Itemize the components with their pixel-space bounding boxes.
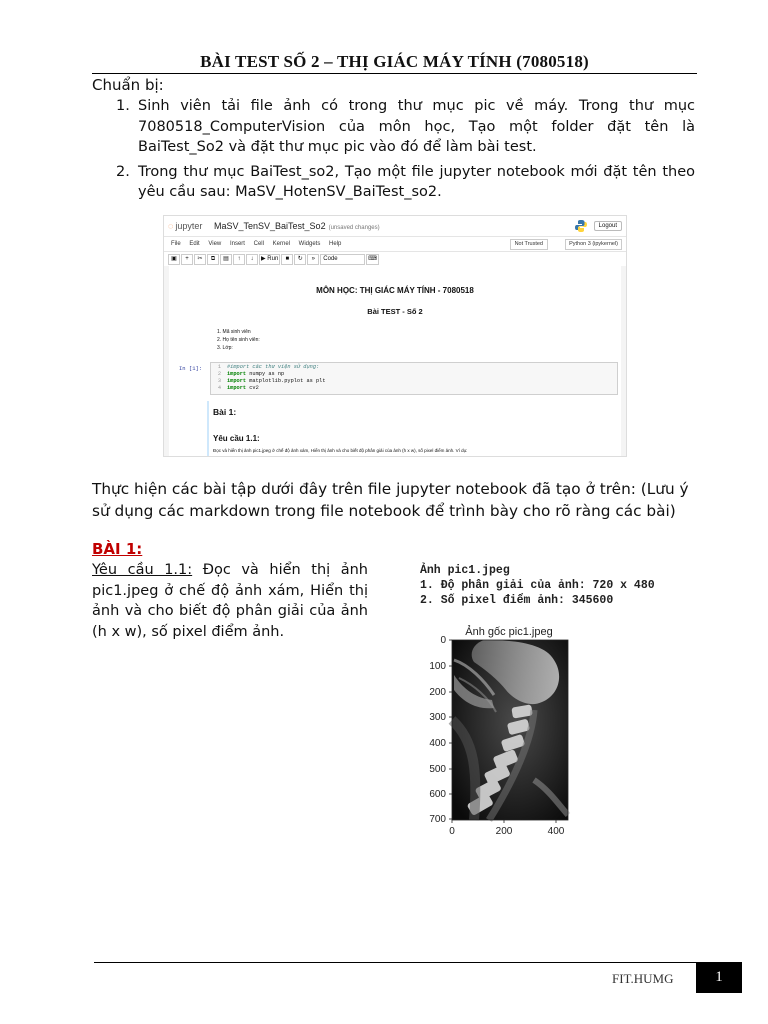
- list-item: 2. Họ tên sinh viên:: [217, 337, 260, 343]
- cut-icon[interactable]: ✂: [194, 254, 206, 265]
- menu-view[interactable]: View: [208, 241, 222, 247]
- cell-type-select[interactable]: Code: [320, 254, 365, 265]
- xray-figure: [414, 620, 594, 842]
- paste-icon[interactable]: ▤: [220, 254, 232, 265]
- instruction-note: Thực hiện các bài tập dưới đây trên file jupyter notebook đã tạo ở trên: (Lưu ý sử dụng các markdown trong file notebook để trình bày cho rõ ràng các bài): [92, 480, 689, 520]
- move-down-icon[interactable]: ↓: [246, 254, 258, 265]
- menu-insert[interactable]: Insert: [229, 241, 245, 247]
- title-rule: [92, 73, 697, 74]
- nb-info-list: [217, 328, 260, 352]
- footer-rule: [94, 962, 742, 963]
- x-tick-label: 400: [547, 826, 565, 837]
- nb-heading-2: Bài TEST - Số 2: [367, 307, 423, 316]
- prep-list: [92, 96, 695, 207]
- nb-yc-heading: Yêu cầu 1.1:: [213, 434, 260, 443]
- menu-kernel[interactable]: Kernel: [272, 241, 290, 247]
- item-number: 2.: [116, 163, 130, 180]
- y-tick-label: 600: [429, 789, 446, 800]
- python-logo-icon: [574, 219, 588, 233]
- list-item: [92, 96, 695, 158]
- kernel-indicator: Python 3 (ipykernel): [565, 239, 622, 250]
- y-tick-label: 700: [429, 814, 446, 825]
- task-label: Yêu cầu 1.1:: [92, 562, 193, 578]
- code-comment: #import các thư viện sử dụng:: [227, 364, 320, 370]
- item-text: Sinh viên tải file ảnh có trong thư mục pic về máy. Trong thư mục 7080518_ComputerVision của môn học, Tạo một folder đặt tên là BaiTest_So2 và đặt thư mục pic vào đó để làm bài test.: [138, 98, 695, 155]
- menu-file[interactable]: File: [171, 241, 181, 247]
- copy-icon[interactable]: ⧉: [207, 254, 219, 265]
- y-tick-label: 0: [440, 635, 446, 646]
- x-tick-label: 0: [449, 826, 455, 837]
- list-item: [92, 162, 695, 203]
- restart-icon[interactable]: ↻: [294, 254, 306, 265]
- item-text: Trong thư mục BaiTest_so2, Tạo một file jupyter notebook mới đặt tên theo yêu cầu sau: MaSV_HotenSV_BaiTest_so2.: [138, 163, 695, 200]
- notebook-name: MaSV_TenSV_BaiTest_So2 (unsaved changes): [214, 221, 380, 231]
- page-number: 1: [696, 963, 742, 993]
- list-item: 1. Mã sinh viên: [217, 329, 251, 335]
- item-number: 1.: [116, 98, 130, 114]
- menu-help[interactable]: Help: [329, 241, 342, 247]
- task-text: Đọc và hiển thị ảnh pic1.jpeg ở chế độ ảnh xám, Hiển thị ảnh và cho biết độ phân giải của ảnh (h x w), số pixel điểm ảnh.: [92, 562, 368, 640]
- keyboard-icon[interactable]: ⌨: [366, 254, 379, 265]
- save-icon[interactable]: ▣: [168, 254, 180, 265]
- jupyter-toolbar: [164, 252, 626, 267]
- x-tick-label: 200: [495, 826, 513, 837]
- menu-cell[interactable]: Cell: [253, 241, 264, 247]
- output-line-1: Ảnh pic1.jpeg: [420, 564, 510, 577]
- y-tick-label: 300: [429, 712, 446, 723]
- jupyter-screenshot: [163, 215, 627, 457]
- nb-bai-heading: Bài 1:: [213, 407, 237, 417]
- jupyter-menubar: [164, 237, 626, 252]
- page-title: BÀI TEST SỐ 2 – THỊ GIÁC MÁY TÍNH (7080518): [200, 52, 589, 71]
- code-cell[interactable]: 1 #import các thư viện sử dụng: 2 import numpy as np 3 import matplotlib.pyplot as plt 4 import cv2: [210, 362, 618, 395]
- add-cell-icon[interactable]: +: [181, 254, 193, 265]
- menu-edit[interactable]: Edit: [189, 241, 200, 247]
- jupyter-logo-icon: ◌: [168, 221, 174, 231]
- x-axis: [449, 820, 565, 837]
- y-axis: [429, 635, 452, 825]
- nb-desc: Đọc và hiển thị ảnh pic1.jpeg ở chế độ ảnh xám, Hiển thị ảnh và cho biết độ phân giải của ảnh (h x w), số pixel điểm ảnh. Ví dụ:: [213, 448, 468, 453]
- jupyter-logo: ◌ jupyter: [168, 221, 203, 231]
- notebook-area: [164, 266, 626, 456]
- output-line-3: 2. Số pixel điểm ảnh: 345600: [420, 594, 614, 607]
- cell-prompt: In [1]:: [179, 365, 203, 372]
- menu-widgets[interactable]: Widgets: [298, 241, 321, 247]
- run-button[interactable]: ▶ Run: [259, 254, 280, 265]
- jupyter-header: [164, 216, 626, 237]
- list-item: 3. Lớp:: [217, 345, 233, 351]
- prep-heading: Chuẩn bị:: [92, 76, 164, 94]
- y-tick-label: 400: [429, 738, 446, 749]
- y-tick-label: 500: [429, 764, 446, 775]
- save-status: (unsaved changes): [328, 225, 380, 231]
- nb-heading-1: MÔN HỌC: THỊ GIÁC MÁY TÍNH - 7080518: [316, 286, 474, 295]
- logout-button[interactable]: Logout: [594, 221, 622, 231]
- y-tick-label: 100: [429, 661, 446, 672]
- code-output: [420, 563, 655, 608]
- bai1-heading: BÀI 1:: [92, 540, 143, 558]
- footer-label: FIT.HUMG: [612, 971, 674, 986]
- output-line-2: 1. Độ phân giải của ảnh: 720 x 480: [420, 579, 655, 592]
- trusted-indicator[interactable]: Not Trusted: [510, 239, 548, 250]
- bai1-task: [92, 560, 368, 642]
- fast-forward-icon[interactable]: »: [307, 254, 319, 265]
- stop-icon[interactable]: ■: [281, 254, 293, 265]
- y-tick-label: 200: [429, 687, 446, 698]
- notebook-paper: [169, 266, 621, 456]
- figure-title: Ảnh gốc pic1.jpeg: [465, 626, 553, 638]
- move-up-icon[interactable]: ↑: [233, 254, 245, 265]
